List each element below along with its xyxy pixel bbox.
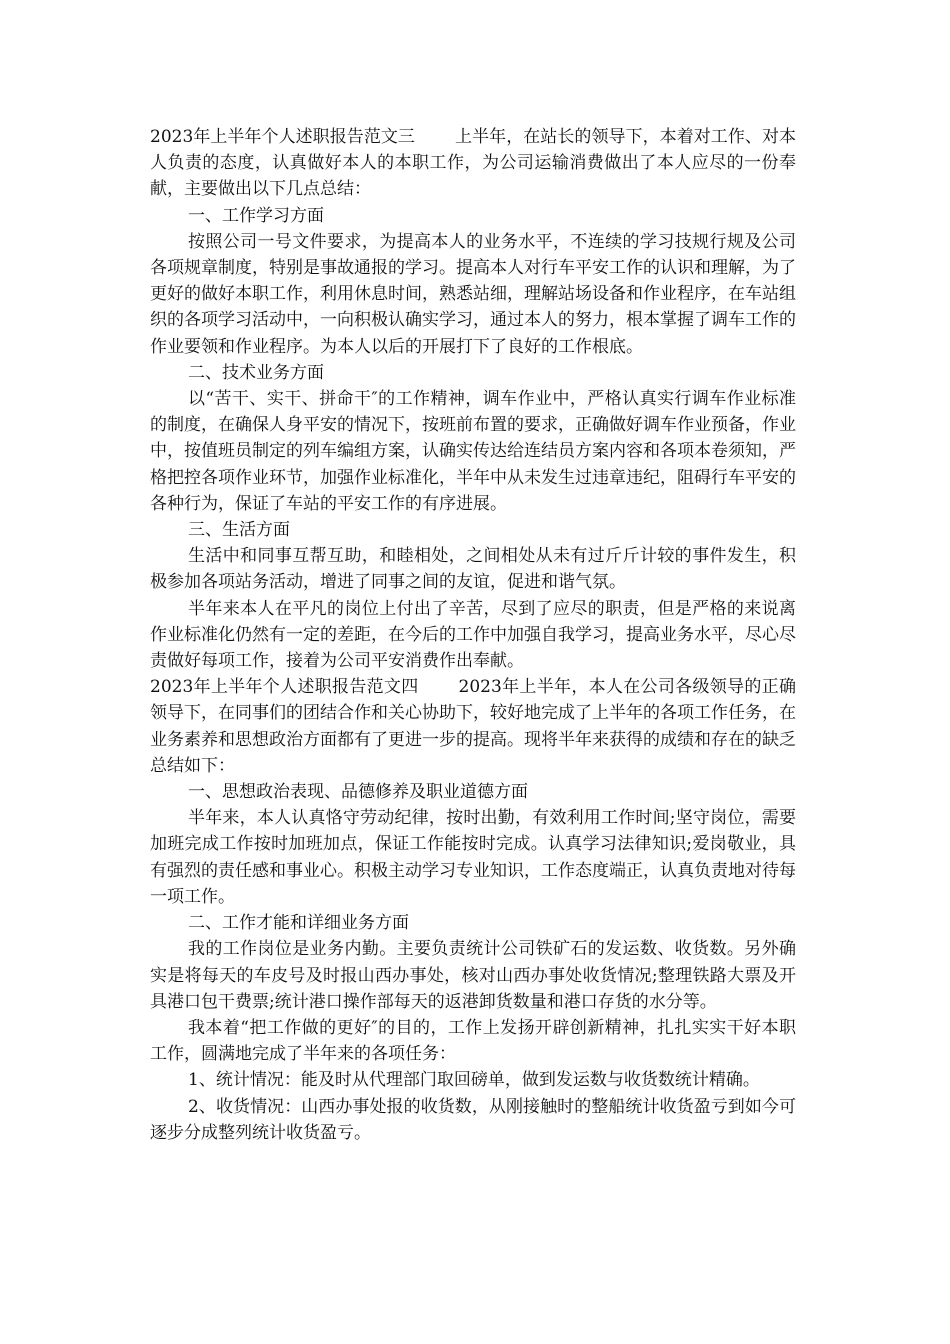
paragraph-attitude: 我本着“把工作做的更好″的目的，工作上发扬开辟创新精神，扎扎实实干好本职工作，圆满地完成了半年来的各项任务： [150,1017,796,1065]
section-3-intro-paragraph [150,124,796,203]
paragraph-summary: 半年来本人在平凡的岗位上付出了辛苦，尽到了应尽的职责，但是严格的来说离作业标准化仍然有一定的差距，在今后的工作中加强自我学习，提高业务水平，尽心尽责做好每项工作，接着为公司平安消费作出奉献。 [150,598,796,672]
section-4-intro-text: 2023年上半年，本人在公司各级领导的正确领导下，在同事们的团结合作和关心协助下，较好地完成了上半年的各项工作任务，在业务素养和思想政治方面都有了更进一步的提高。现将半年来获得的成绩和存在的缺乏总结如下： [150,677,797,776]
heading-work-study: 一、工作学习方面 [188,205,324,226]
section-3-title: 2023年上半年个人述职报告范文三 [150,127,415,147]
heading-life: 三、生活方面 [188,520,290,541]
section-4-title: 2023年上半年个人述职报告范文四 [150,677,419,698]
list-item-statistics: 1、统计情况：能及时从代理部门取回磅单，做到发运数与收货数统计精确。 [188,1070,760,1091]
paragraph-work-study: 按照公司一号文件要求，为提高本人的业务水平，不连续的学习技规行规及公司各项规章制度，特别是事故通报的学习。提高本人对行车平安工作的认识和理解，为了更好的做好本职工作，利用休息时间，熟悉站细，理解站场设备和作业程序，在车站组织的各项学习活动中，一向积极认确实学习，通过本人的努力，根本掌握了调车工作的作业要领和作业程序。为本人以后的开展打下了良好的工作根底。 [150,231,796,357]
section-3-intro-text: 上半年，在站长的领导下，本着对工作、对本人负责的态度，认真做好本人的本职工作，为公司运输消费做出了本人应尽的一份奉献，主要做出以下几点总结： [150,127,797,200]
heading-ability: 二、工作才能和详细业务方面 [188,913,409,934]
paragraph-technical: 以“苦干、实干、拼命干″的工作精神，调车作业中，严格认真实行调车作业标准的制度，在确保人身平安的情况下，按班前布置的要求，正确做好调车作业预备，作业中，按值班员制定的列车编组方案，认确实传达给连结员方案内容和各项本卷须知，严格把控各项作业环节，加强作业标准化，半年中从未发生过违章违纪，阻碍行车平安的各种行为，保证了车站的平安工作的有序进展。 [150,389,796,514]
paragraph-ability: 我的工作岗位是业务内勤。主要负责统计公司铁矿石的发运数、收货数。另外确实是将每天的车皮号及时报山西办事处，核对山西办事处收货情况;整理铁路大票及开具港口包干费票;统计港口操作部每天的返港卸货数量和港口存货的水分等。 [150,939,796,1012]
list-item-receiving: 2、收货情况：山西办事处报的收货数，从刚接触时的整船统计收货盈亏到如今可逐步分成整列统计收货盈亏。 [150,1096,796,1143]
paragraph-life: 生活中和同事互帮互助，和睦相处，之间相处从未有过斤斤计较的事件发生，积极参加各项站务活动，增进了同事之间的友谊，促进和谐气氛。 [150,546,796,593]
paragraph-political: 半年来，本人认真恪守劳动纪律，按时出勤，有效利用工作时间;坚守岗位，需要加班完成工作按时加班加点，保证工作能按时完成。认真学习法律知识;爱岗敬业，具有强烈的责任感和事业心。积极主动学习专业知识，工作态度端正，认真负责地对待每一项工作。 [150,808,796,907]
heading-technical: 二、技术业务方面 [188,362,324,383]
document-page [150,124,796,1146]
section-4-intro-paragraph [150,674,796,779]
heading-political: 一、思想政治表现、品德修养及职业道德方面 [188,782,528,803]
